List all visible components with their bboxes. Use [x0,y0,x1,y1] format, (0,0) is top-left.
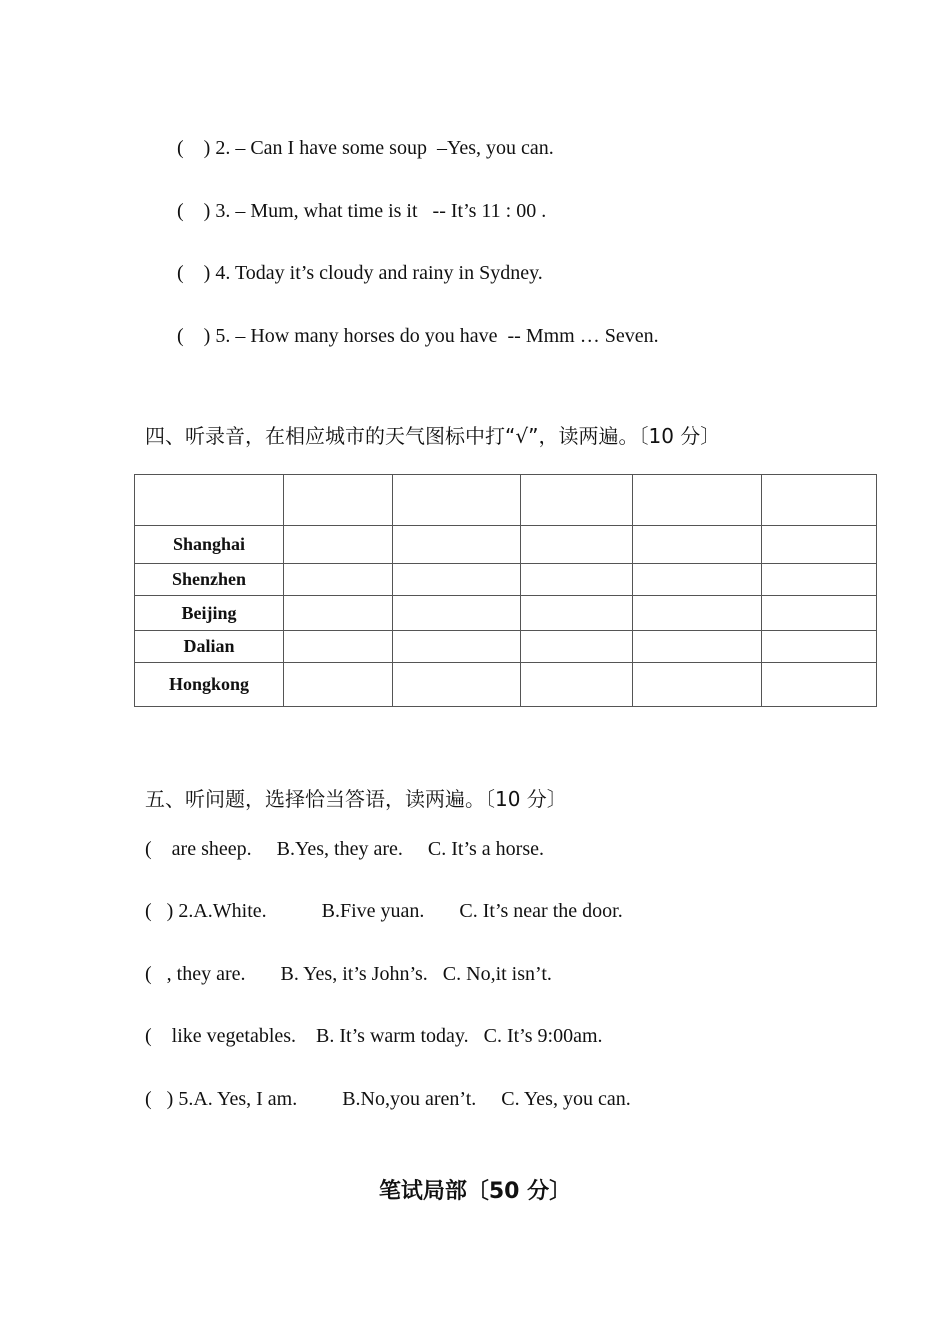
header-cell [135,475,284,526]
table-row [135,526,877,564]
check-cell[interactable] [521,631,633,663]
check-cell[interactable] [521,596,633,631]
question-item: ( are sheep. B.Yes, they are. C. It’s a horse. [145,838,544,860]
weather-icon-cell [521,475,633,526]
table-row [135,564,877,596]
check-cell[interactable] [521,663,633,707]
check-cell[interactable] [284,564,393,596]
city-name: Dalian [135,631,284,663]
check-cell[interactable] [633,596,762,631]
check-cell[interactable] [284,663,393,707]
weather-table [134,474,877,707]
check-cell[interactable] [633,663,762,707]
question-item: ( like vegetables. B. It’s warm today. C. It’s 9:00am. [145,1025,603,1047]
check-cell[interactable] [393,564,521,596]
check-cell[interactable] [284,631,393,663]
question-item: ( ) 2. – Can I have some soup –Yes, you can. [177,137,554,159]
check-cell[interactable] [284,596,393,631]
check-cell[interactable] [762,526,877,564]
question-item: ( ) 2.A.White. B.Five yuan. C. It’s near the door. [145,900,623,922]
check-cell[interactable] [633,526,762,564]
city-name: Hongkong [135,663,284,707]
check-cell[interactable] [762,663,877,707]
section4-heading: 四、听录音，在相应城市的天气图标中打“√”，读两遍。〔10 分〕 [145,424,721,448]
question-item: ( ) 5.A. Yes, I am. B.No,you aren’t. C. Yes, you can. [145,1088,631,1110]
check-cell[interactable] [393,631,521,663]
weather-icon-cell [762,475,877,526]
check-cell[interactable] [393,663,521,707]
written-part-title: 笔试局部〔50 分〕 [378,1179,572,1204]
weather-icon-row [135,475,877,526]
check-cell[interactable] [393,526,521,564]
question-item: ( ) 4. Today it’s cloudy and rainy in Sydney. [177,262,543,284]
check-cell[interactable] [521,564,633,596]
weather-icon-cell [633,475,762,526]
city-name: Shanghai [135,526,284,564]
check-cell[interactable] [762,564,877,596]
check-cell[interactable] [762,631,877,663]
weather-icon-cell [393,475,521,526]
check-cell[interactable] [393,596,521,631]
question-item: ( ) 5. – How many horses do you have -- Mmm … Seven. [177,325,659,347]
check-cell[interactable] [284,526,393,564]
question-item: ( ) 3. – Mum, what time is it -- It’s 11 : 00 . [177,200,547,222]
weather-icon-cell [284,475,393,526]
question-item: ( , they are. B. Yes, it’s John’s. C. No,it isn’t. [145,963,552,985]
section5-heading: 五、听问题，选择恰当答语，读两遍。〔10 分〕 [145,787,567,811]
city-name: Shenzhen [135,564,284,596]
check-cell[interactable] [521,526,633,564]
table-row [135,596,877,631]
table-row [135,663,877,707]
table-row [135,631,877,663]
check-cell[interactable] [762,596,877,631]
check-cell[interactable] [633,631,762,663]
check-cell[interactable] [633,564,762,596]
city-name: Beijing [135,596,284,631]
